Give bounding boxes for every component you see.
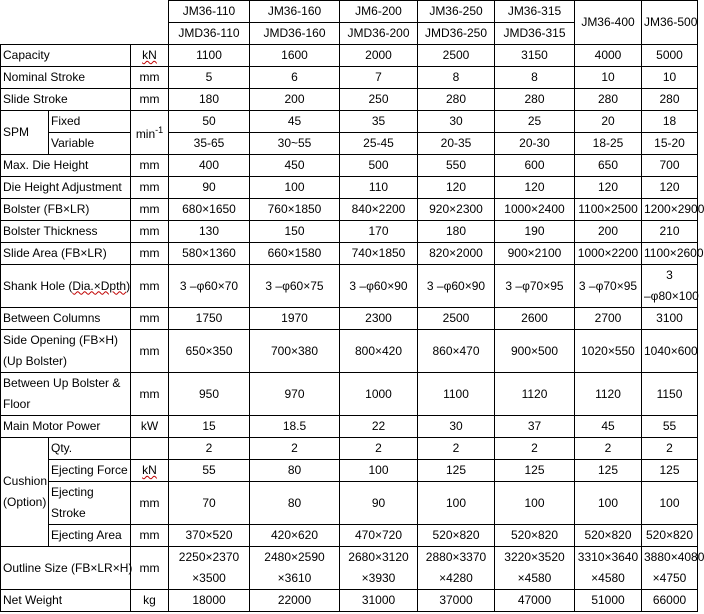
cell: 150 (250, 221, 340, 243)
spm-unit: $\min^{-1}$ (131, 111, 169, 155)
cell: 10 (642, 67, 698, 89)
cell: 2 (250, 438, 340, 460)
cell: 1970 (250, 308, 340, 330)
model-jm-1: JM36-110 (169, 1, 250, 23)
row-unit: mm (131, 67, 169, 89)
cell: 10 (575, 67, 642, 89)
row-cushion-qty (1, 438, 698, 460)
cell: 2 (642, 438, 698, 460)
cell: 170 (340, 221, 418, 243)
cell: 420×620 (250, 525, 340, 547)
cell: 800×420 (340, 330, 418, 373)
row-unit: kg (131, 590, 169, 612)
cell: 18.5 (250, 416, 340, 438)
cell: 3220×3520 ×4580 (495, 547, 575, 590)
cell: 1600 (250, 45, 340, 67)
cell: 470×720 (340, 525, 418, 547)
row-unit: kN (131, 460, 169, 482)
row-label: Outline Size (FB×LR×H) (1, 547, 131, 590)
cell: 25-45 (340, 133, 418, 155)
row-between-up-bolster (1, 373, 698, 416)
spm-fixed-label: Fixed (49, 111, 131, 133)
cell: 66000 (642, 590, 698, 612)
cell: 900×2100 (495, 243, 575, 265)
cell: 2680×3120 ×3930 (340, 547, 418, 590)
cell: 1000 (340, 373, 418, 416)
spm-label: SPM (1, 111, 49, 155)
row-bolster-thickness (1, 221, 698, 243)
row-label: Main Motor Power (1, 416, 131, 438)
cell: 20-30 (495, 133, 575, 155)
cell: 55 (169, 460, 250, 482)
cell: 2 (169, 438, 250, 460)
cell: 47000 (495, 590, 575, 612)
cell: 25 (495, 111, 575, 133)
cell: 37 (495, 416, 575, 438)
cell: 90 (340, 482, 418, 525)
cell: 2 (575, 438, 642, 460)
row-spm-fixed (1, 111, 698, 133)
cell: 3100 (642, 308, 698, 330)
model-jmd-1: JMD36-110 (169, 23, 250, 45)
cell: 520×820 (418, 525, 495, 547)
cell: 280 (418, 89, 495, 111)
cell: 370×520 (169, 525, 250, 547)
row-between-columns (1, 308, 698, 330)
row-outline-size (1, 547, 698, 590)
cell: 3150 (495, 45, 575, 67)
cell: 18-25 (575, 133, 642, 155)
cell: 1040×600 (642, 330, 698, 373)
row-unit: mm (131, 525, 169, 547)
cell: 100 (575, 482, 642, 525)
cell: 120 (575, 177, 642, 199)
cell: 3 –φ80×100 (642, 265, 698, 308)
cell: 280 (495, 89, 575, 111)
model-jm-7: JM36-500 (642, 1, 698, 45)
cell: 2300 (340, 308, 418, 330)
row-unit: mm (131, 221, 169, 243)
cell: 22000 (250, 590, 340, 612)
cell: 130 (169, 221, 250, 243)
cell: 2500 (418, 45, 495, 67)
cell: 5000 (642, 45, 698, 67)
cell: 200 (250, 89, 340, 111)
cell: 1000×2400 (495, 199, 575, 221)
cell: 7 (340, 67, 418, 89)
cell: 520×820 (495, 525, 575, 547)
cell: 1200×2900 (642, 199, 698, 221)
cell: 31000 (340, 590, 418, 612)
row-cushion-force (1, 460, 698, 482)
model-jm-2: JM36-160 (250, 1, 340, 23)
row-unit (131, 438, 169, 460)
cell: 3 –φ60×70 (169, 265, 250, 308)
cell: 3 –φ70×95 (495, 265, 575, 308)
row-unit: kN (131, 45, 169, 67)
cell: 22 (340, 416, 418, 438)
cell: 5 (169, 67, 250, 89)
model-jmd-4: JMD36-250 (418, 23, 495, 45)
cell: 280 (642, 89, 698, 111)
cell: 55 (642, 416, 698, 438)
row-unit: mm (131, 308, 169, 330)
row-label: Slide Stroke (1, 89, 131, 111)
cell: 900×500 (495, 330, 575, 373)
cushion-area-label: Ejecting Area (49, 525, 131, 547)
row-capacity (1, 45, 698, 67)
cushion-force-label: Ejecting Force (49, 460, 131, 482)
cell: 190 (495, 221, 575, 243)
cell: 37000 (418, 590, 495, 612)
cell: 35 (340, 111, 418, 133)
cushion-qty-label: Qty. (49, 438, 131, 460)
cell: 680×1650 (169, 199, 250, 221)
cell: 1100 (418, 373, 495, 416)
cell: 400 (169, 155, 250, 177)
row-label: Shank Hole (Dia.×Dpth) (1, 265, 131, 308)
cell: 580×1360 (169, 243, 250, 265)
cell: 110 (340, 177, 418, 199)
row-max-die-height (1, 155, 698, 177)
row-slide-stroke (1, 89, 698, 111)
cell: 80 (250, 482, 340, 525)
cell: 51000 (575, 590, 642, 612)
cell: 200 (575, 221, 642, 243)
cell: 2000 (340, 45, 418, 67)
cell: 2250×2370 ×3500 (169, 547, 250, 590)
cell: 50 (169, 111, 250, 133)
cell: 125 (575, 460, 642, 482)
row-label: Net Weight (1, 590, 131, 612)
spm-variable-label: Variable (49, 133, 131, 155)
row-unit: mm (131, 199, 169, 221)
cell: 1100×2500 (575, 199, 642, 221)
row-unit: mm (131, 265, 169, 308)
cell: 1750 (169, 308, 250, 330)
cell: 90 (169, 177, 250, 199)
cell: 840×2200 (340, 199, 418, 221)
row-label: Die Height Adjustment (1, 177, 131, 199)
cell: 3 –φ60×75 (250, 265, 340, 308)
cell: 30~55 (250, 133, 340, 155)
cell: 450 (250, 155, 340, 177)
cell: 180 (418, 221, 495, 243)
cell: 125 (642, 460, 698, 482)
cell: 100 (250, 177, 340, 199)
model-jm-5: JM36-315 (495, 1, 575, 23)
row-label: Nominal Stroke (1, 67, 131, 89)
cell: 8 (418, 67, 495, 89)
row-side-opening (1, 330, 698, 373)
row-net-weight (1, 590, 698, 612)
cell: 100 (340, 460, 418, 482)
cell: 920×2300 (418, 199, 495, 221)
cell: 860×470 (418, 330, 495, 373)
cell: 15-20 (642, 133, 698, 155)
cell: 3880×4080 ×4750 (642, 547, 698, 590)
model-jmd-2: JMD36-160 (250, 23, 340, 45)
row-bolster (1, 199, 698, 221)
row-slide-area (1, 243, 698, 265)
row-label: Between Up Bolster & Floor (1, 373, 131, 416)
cell: 950 (169, 373, 250, 416)
row-die-height-adjustment (1, 177, 698, 199)
cushion-label: Cushion (Option) (1, 438, 49, 547)
model-jmd-5: JMD36-315 (495, 23, 575, 45)
cell: 3 –φ70×95 (575, 265, 642, 308)
cell: 125 (495, 460, 575, 482)
cell: 3 –φ60×90 (340, 265, 418, 308)
row-unit: mm (131, 177, 169, 199)
cell: 100 (642, 482, 698, 525)
row-label: Capacity (1, 45, 131, 67)
row-unit: mm (131, 330, 169, 373)
row-spm-variable (1, 133, 698, 155)
header-blank (1, 1, 169, 45)
row-unit: mm (131, 547, 169, 590)
cell: 650 (575, 155, 642, 177)
cell: 20-35 (418, 133, 495, 155)
row-unit: mm (131, 482, 169, 525)
row-label: Between Columns (1, 308, 131, 330)
model-jm-3: JM6-200 (340, 1, 418, 23)
cell: 125 (418, 460, 495, 482)
row-label: Side Opening (FB×H) (Up Bolster) (1, 330, 131, 373)
cell: 2 (340, 438, 418, 460)
cell: 650×350 (169, 330, 250, 373)
cell: 700×380 (250, 330, 340, 373)
cell: 80 (250, 460, 340, 482)
row-unit: mm (131, 155, 169, 177)
cell: 1120 (495, 373, 575, 416)
cell: 2600 (495, 308, 575, 330)
row-cushion-area (1, 525, 698, 547)
cell: 500 (340, 155, 418, 177)
row-unit: mm (131, 243, 169, 265)
cell: 1100 (169, 45, 250, 67)
cell: 4000 (575, 45, 642, 67)
cell: 210 (642, 221, 698, 243)
cell: 120 (418, 177, 495, 199)
cell: 180 (169, 89, 250, 111)
cell: 2 (495, 438, 575, 460)
cell: 120 (495, 177, 575, 199)
cell: 15 (169, 416, 250, 438)
cell: 20 (575, 111, 642, 133)
model-jm-4: JM36-250 (418, 1, 495, 23)
cell: 45 (250, 111, 340, 133)
cell: 700 (642, 155, 698, 177)
model-jmd-3: JMD36-200 (340, 23, 418, 45)
cell: 970 (250, 373, 340, 416)
cell: 3310×3640 ×4580 (575, 547, 642, 590)
cell: 1150 (642, 373, 698, 416)
cell: 250 (340, 89, 418, 111)
cushion-stroke-label: Ejecting Stroke (49, 482, 131, 525)
cell: 100 (495, 482, 575, 525)
cell: 520×820 (575, 525, 642, 547)
cell: 30 (418, 416, 495, 438)
cell: 660×1580 (250, 243, 340, 265)
cell: 740×1850 (340, 243, 418, 265)
row-main-motor (1, 416, 698, 438)
cell: 18000 (169, 590, 250, 612)
cell: 2 (418, 438, 495, 460)
cell: 760×1850 (250, 199, 340, 221)
cell: 1120 (575, 373, 642, 416)
row-unit: mm (131, 373, 169, 416)
cell: 550 (418, 155, 495, 177)
cell: 18 (642, 111, 698, 133)
cell: 3 –φ60×90 (418, 265, 495, 308)
row-shank-hole (1, 265, 698, 308)
cell: 600 (495, 155, 575, 177)
cell: 2500 (418, 308, 495, 330)
row-unit: mm (131, 89, 169, 111)
cell: 2880×3370 ×4280 (418, 547, 495, 590)
cell: 1020×550 (575, 330, 642, 373)
cell: 1100×2600 (642, 243, 698, 265)
row-nominal-stroke (1, 67, 698, 89)
cell: 2480×2590 ×3610 (250, 547, 340, 590)
cell: 120 (642, 177, 698, 199)
cell: 8 (495, 67, 575, 89)
model-jm-6: JM36-400 (575, 1, 642, 45)
cell: 2700 (575, 308, 642, 330)
cell: 1000×2200 (575, 243, 642, 265)
cell: 45 (575, 416, 642, 438)
cell: 520×820 (642, 525, 698, 547)
cell: 30 (418, 111, 495, 133)
row-cushion-stroke (1, 482, 698, 525)
row-unit: kW (131, 416, 169, 438)
cell: 70 (169, 482, 250, 525)
row-label: Bolster (FB×LR) (1, 199, 131, 221)
row-label: Bolster Thickness (1, 221, 131, 243)
cell: 820×2000 (418, 243, 495, 265)
row-label: Slide Area (FB×LR) (1, 243, 131, 265)
row-label: Max. Die Height (1, 155, 131, 177)
cell: 6 (250, 67, 340, 89)
cell: 35-65 (169, 133, 250, 155)
cell: 100 (418, 482, 495, 525)
cell: 280 (575, 89, 642, 111)
